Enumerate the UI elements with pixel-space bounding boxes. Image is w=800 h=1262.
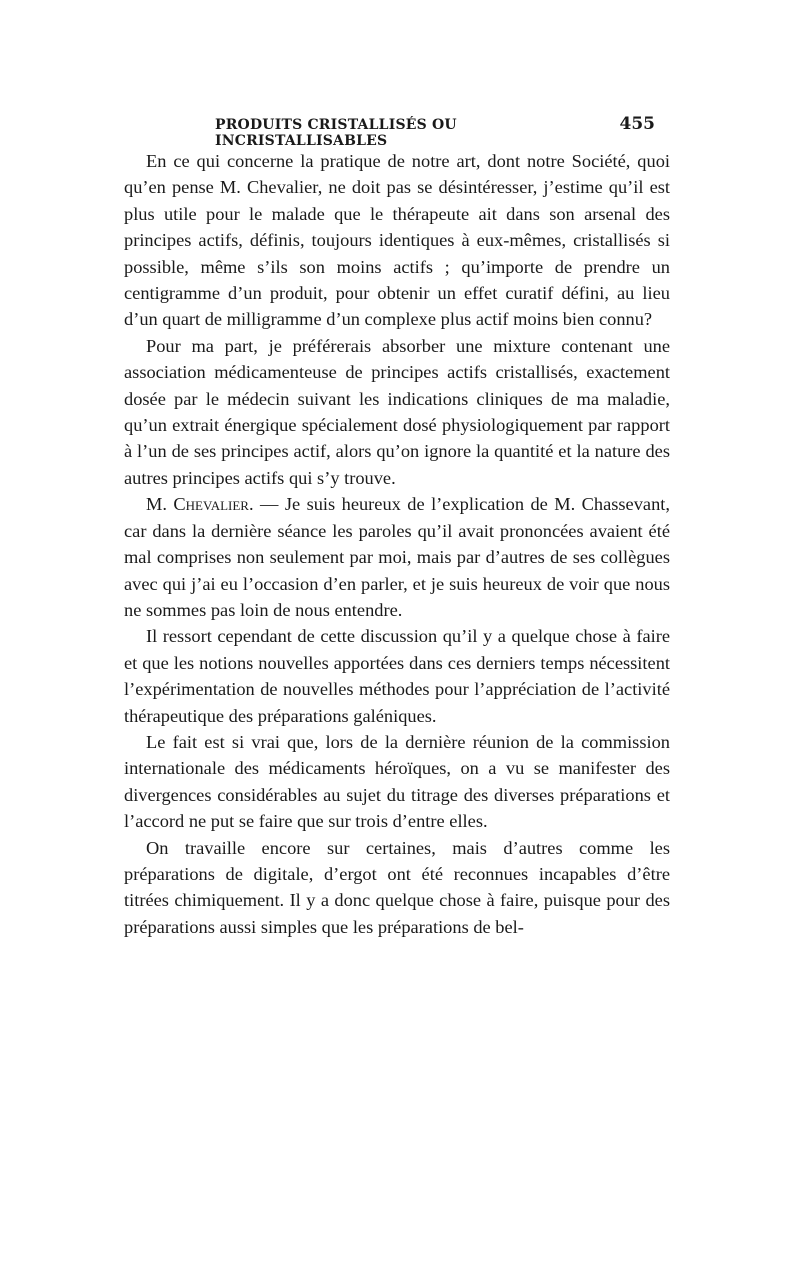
speaker-name: M. Chevalier. [146, 494, 254, 515]
paragraph: On travaille encore sur certaines, mais d’autres comme les préparations de digitale, d’ergot ont été reconnues incapables d’être titrées chimiquement. Il y a donc quelque chose à faire, puisque pour des préparations aussi simples que les préparations de bel- [124, 837, 670, 937]
body-text [124, 148, 670, 940]
paragraph: Il ressort cependant de cette discussion qu’il y a quelque chose à faire et que les notions nouvelles apportées dans ces derniers temps nécessitent l’expérimentation de nouvelles méthodes pour l’appréciation de l’activité thérapeutique des préparations galéniques. [124, 626, 670, 726]
speech-text: — Je suis heureux de l’explication de M. Chassevant, car dans la dernière séance les paroles qu’il avait prononcées avaient été mal comprises non seulement par moi, mais par d’autres de ses collègues avec qui j’ai eu l’occasion d’en parler, et je suis heureux de voir que nous ne sommes pas loin de nous entendre. [124, 494, 670, 620]
paragraph: Le fait est si vrai que, lors de la dernière réunion de la commission internationale des médicaments héroïques, on a vu se manifester des divergences considérables au sujet du titrage des diverses préparations et l’accord ne put se faire que sur trois d’entre elles. [124, 731, 670, 832]
speech-paragraph [124, 491, 670, 623]
running-title: PRODUITS CRISTALLISÉS OU INCRISTALLISABLES [215, 117, 457, 149]
paragraph: Pour ma part, je préférerais absorber une mixture contenant une association médicamenteuse de principes actifs cristallisés, exactement dosée par le médecin suivant les indications cliniques de ma maladie, qu’un extrait énergique spécialement dosé physiologiquement par rapport à l’un de ses principes actif, alors qu’on ignore la quantité et la nature des autres principes actifs qui s’y trouve. [124, 335, 670, 488]
paragraph: En ce qui concerne la pratique de notre art, dont notre Société, quoi qu’en pense M. Chevalier, ne doit pas se désintéresser, j’estime qu’il est plus utile pour le malade que le thérapeute ait dans son arsenal des principes actifs, définis, toujours identiques à eux-mêmes, cristallisés si possible, même s’ils son moins actifs ; qu’importe de prendre un centigramme d’un produit, pour obtenir un effet curatif défini, au lieu d’un quart de milligramme d’un complexe plus actif moins bien connu? [124, 151, 670, 330]
running-header [215, 114, 655, 149]
page-number: 455 [619, 114, 655, 134]
